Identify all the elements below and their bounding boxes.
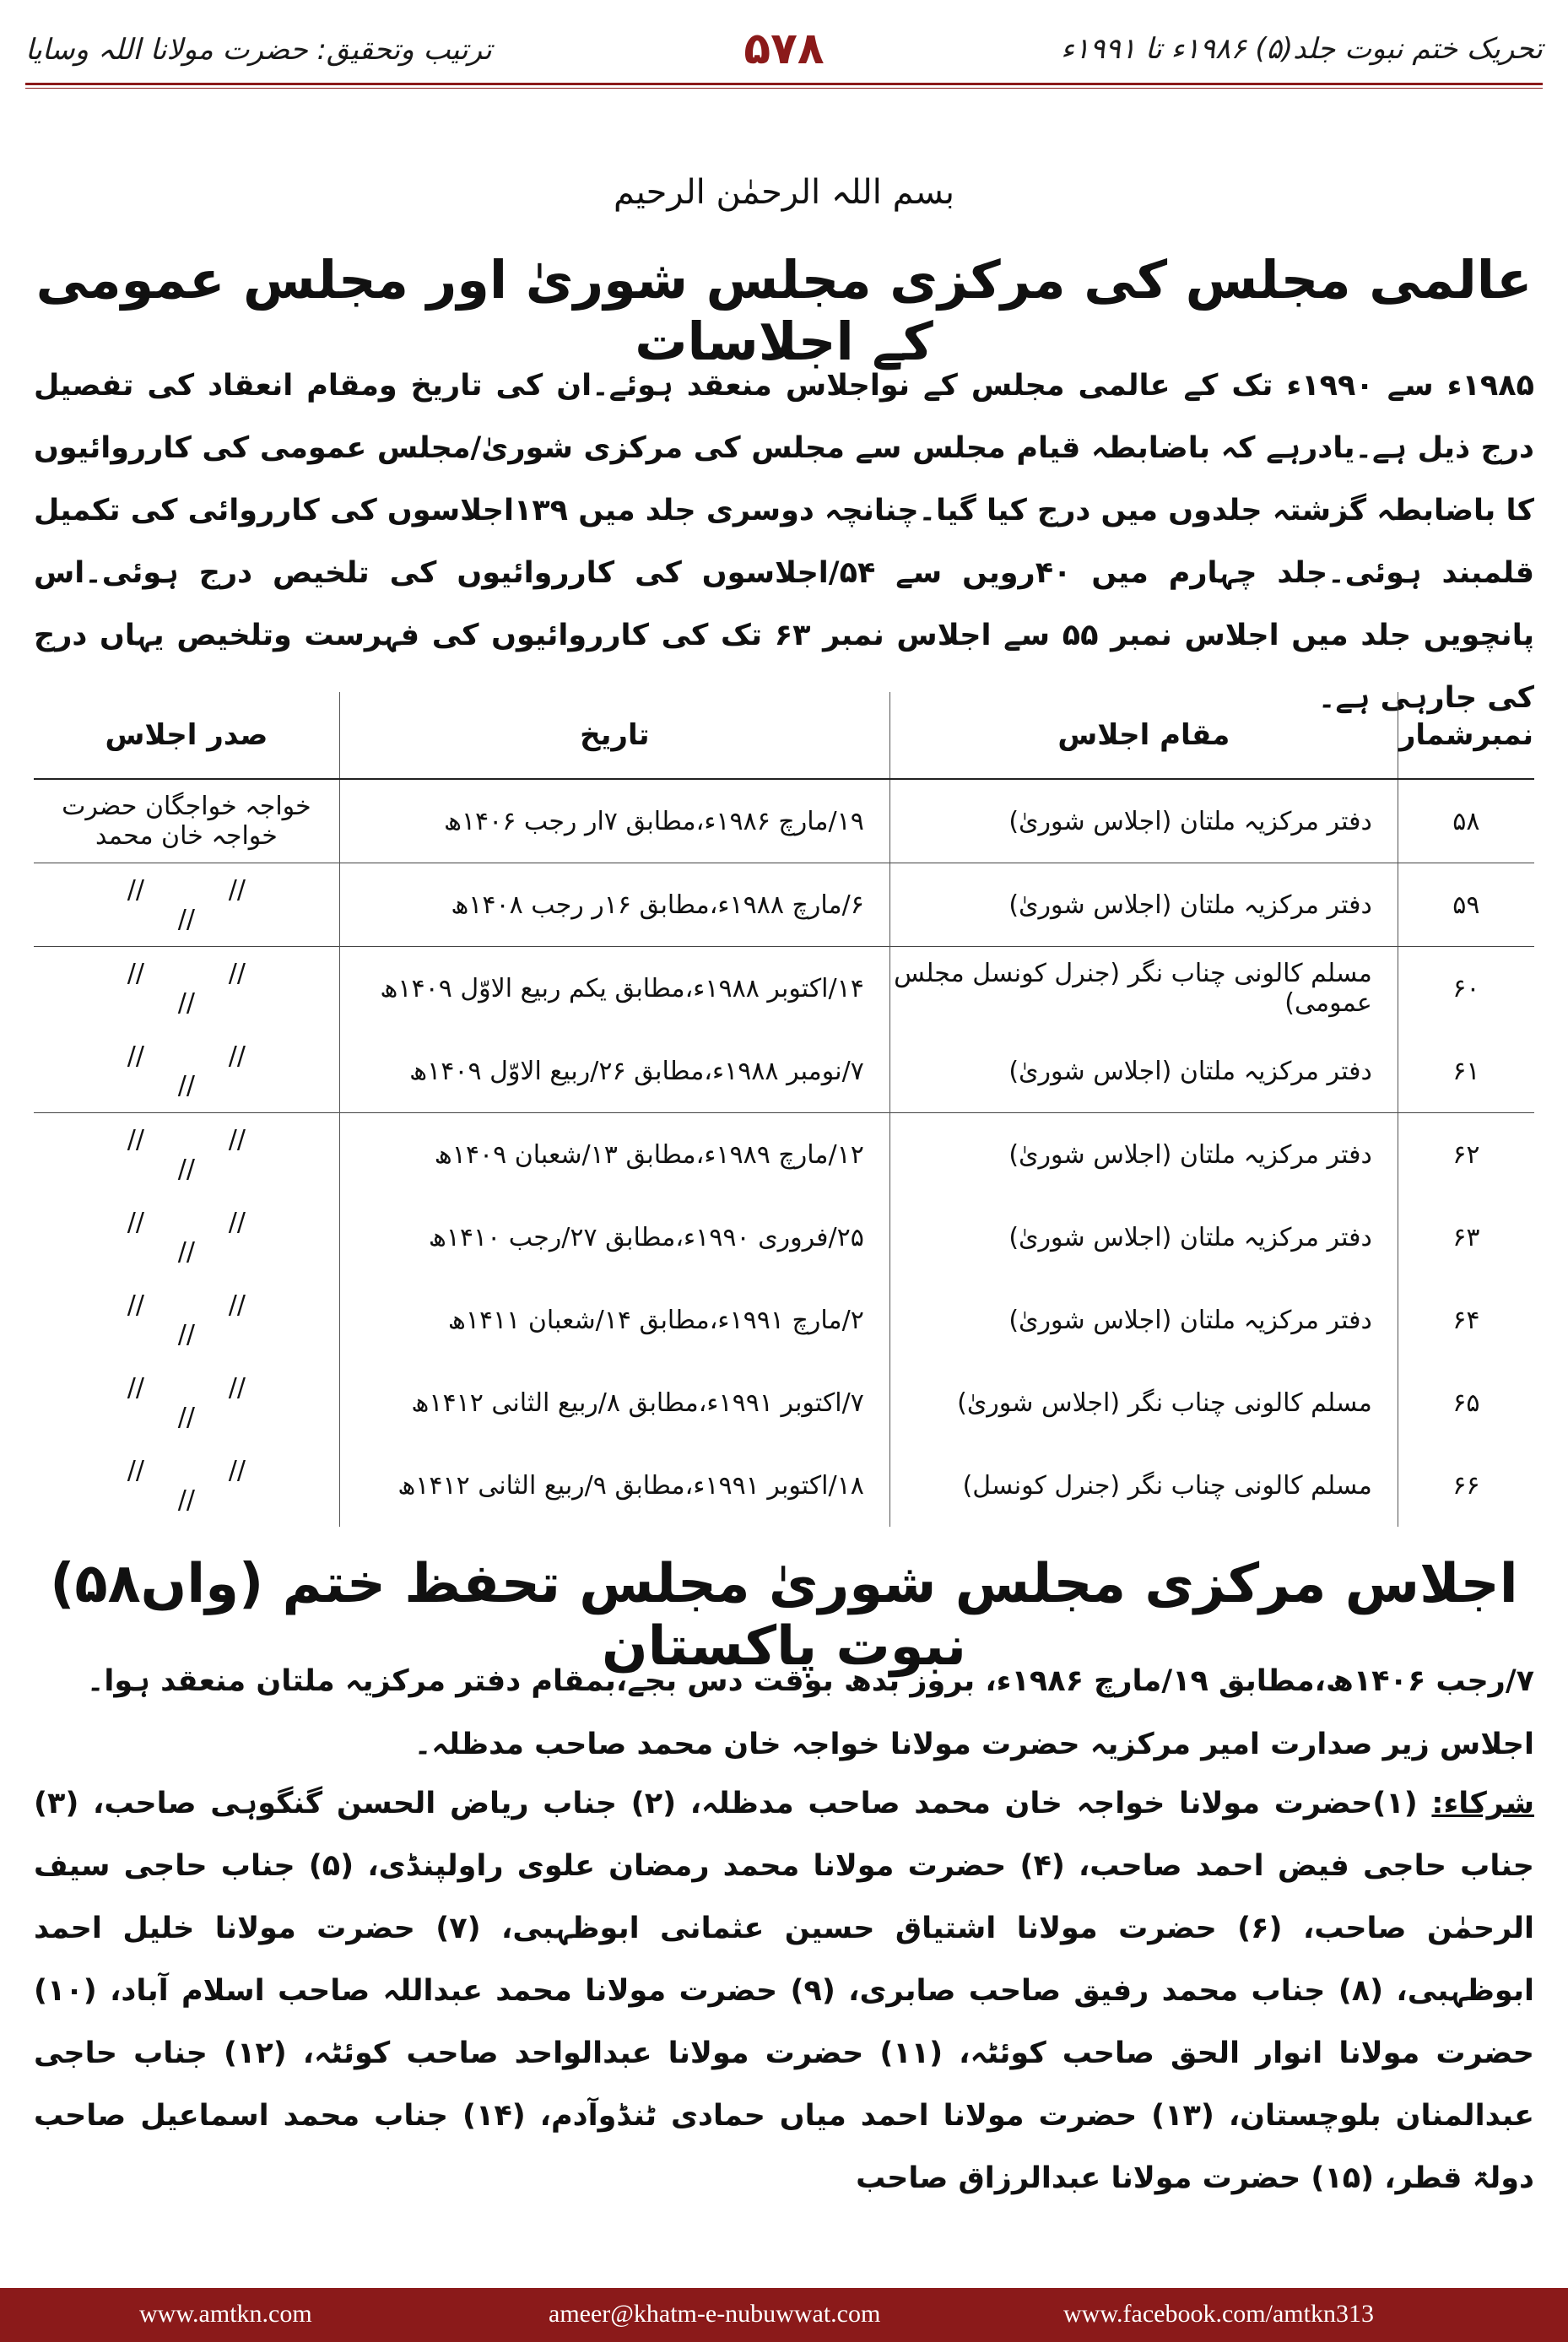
table-row [34, 947, 1534, 1030]
footer-website-link[interactable]: www.amtkn.com [139, 2300, 312, 2328]
page-number: ۵۷۸ [743, 24, 825, 74]
table-row [34, 779, 1534, 863]
cell-num: ۶۲ [1398, 1113, 1534, 1197]
cell-place: مسلم کالونی چناب نگر (جنرل کونسل مجلس عمومی) [889, 947, 1398, 1030]
table-row [34, 1444, 1534, 1527]
cell-date: ۱۸/اکتوبر ۱۹۹۱ء،مطابق ۹/ربیع الثانی ۱۴۱۲ھ [339, 1444, 889, 1527]
table-row [34, 1361, 1534, 1444]
cell-date: ۲/مارچ ۱۹۹۱ء،مطابق ۱۴/شعبان ۱۴۱۱ھ [339, 1279, 889, 1361]
meetings-table [34, 692, 1534, 1527]
page-title: عالمی مجلس کی مرکزی مجلس شوریٰ اور مجلس عمومی کے اجلاسات [35, 249, 1533, 372]
table-row [34, 863, 1534, 947]
cell-num: ۵۸ [1398, 779, 1534, 863]
cell-date: ۱۲/مارچ ۱۹۸۹ء،مطابق ۱۳/شعبان ۱۴۰۹ھ [339, 1113, 889, 1197]
cell-president-ditto: ////// [127, 1373, 246, 1432]
intro-paragraph: ۱۹۸۵ء سے ۱۹۹۰ء تک کے عالمی مجلس کے نواجلاس منعقد ہوئے۔ان کی تاریخ ومقام انعقاد کی تفصیل درج ذیل ہے۔یادرہے کہ باضابطہ قیام مجلس سے مجلس کی مرکزی شوریٰ/مجلس عمومی کی کارروائیوں کا باضابطہ گزشتہ جلدوں میں درج کیا گیا۔چنانچہ دوسری جلد میں ۱۳۹اجلاسوں کی کارروائی کی تکمیل قلمبند ہوئی۔جلد چہارم میں ۴۰رویں سے ۵۴/اجلاسوں کی کارروائیوں کی تلخیص درج ہوئی۔اس پانچویں جلد میں اجلاس نمبر ۵۵ سے اجلاس نمبر ۶۳ تک کی کارروائیوں کی فہرست وتلخیص یہاں درج کی جارہی ہے۔ [34, 369, 1535, 715]
cell-num: ۶۶ [1398, 1444, 1534, 1527]
cell-place: دفتر مرکزیہ ملتان (اجلاس شوریٰ) [889, 1279, 1398, 1361]
cell-president-ditto: ////// [34, 947, 339, 1030]
cell-place: دفتر مرکزیہ ملتان (اجلاس شوریٰ) [889, 863, 1398, 947]
page-header [25, 24, 1543, 74]
col-header-date: تاریخ [339, 692, 889, 779]
cell-num: ۶۳ [1398, 1196, 1534, 1279]
table-header-row [34, 692, 1534, 779]
section-line-1: ۷/رجب ۱۴۰۶ھ،مطابق ۱۹/مارچ ۱۹۸۶ء، بروز بدھ بوقت دس بجے،بمقام دفتر مرکزیہ ملتان منعقد ہوا۔ [86, 1664, 1534, 1698]
participants-label: شرکاء: [1431, 1787, 1534, 1820]
cell-president-ditto: ////// [127, 1456, 246, 1515]
cell-president-ditto: ////// [127, 1290, 246, 1349]
participants-paragraph [34, 1772, 1534, 2209]
bismillah: بسم اللہ الرحمٰن الرحیم [613, 173, 955, 212]
cell-president-ditto: ////// [34, 863, 339, 947]
cell-num: ۶۱ [1398, 1030, 1534, 1113]
table-row [34, 1196, 1534, 1279]
cell-num: ۶۵ [1398, 1361, 1534, 1444]
cell-num: ۶۰ [1398, 947, 1534, 1030]
col-header-president: صدر اجلاس [34, 692, 339, 779]
header-rule-thin [25, 88, 1543, 89]
cell-num: ۶۴ [1398, 1279, 1534, 1361]
col-header-place: مقام اجلاس [889, 692, 1398, 779]
cell-date: ۱۹/مارچ ۱۹۸۶ء،مطابق ۷ار رجب ۱۴۰۶ھ [339, 779, 889, 863]
table-row [34, 1279, 1534, 1361]
footer-facebook-link[interactable]: www.facebook.com/amtkn313 [1063, 2300, 1374, 2328]
cell-date: ۷/اکتوبر ۱۹۹۱ء،مطابق ۸/ربیع الثانی ۱۴۱۲ھ [339, 1361, 889, 1444]
book-title: تحریک ختم نبوت جلد(۵) ۱۹۸۶ء تا ۱۹۹۱ء [1061, 32, 1543, 66]
cell-num: ۵۹ [1398, 863, 1534, 947]
cell-president: خواجہ خواجگان حضرت خواجہ خان محمد [34, 779, 339, 863]
compiler-credit: ترتیب وتحقیق: حضرت مولانا اللہ وسایا [25, 33, 492, 67]
cell-date: ۶/مارچ ۱۹۸۸ء،مطابق ۱۶ر رجب ۱۴۰۸ھ [339, 863, 889, 947]
table-row [34, 1113, 1534, 1197]
section-title: (۵۸واں) اجلاس مرکزی مجلس شوریٰ مجلس تحفظ ختم نبوت پاکستان [50, 1553, 1518, 1678]
page-footer [0, 2288, 1568, 2342]
cell-place: دفتر مرکزیہ ملتان (اجلاس شوریٰ) [889, 1113, 1398, 1197]
cell-place: مسلم کالونی چناب نگر (جنرل کونسل) [889, 1444, 1398, 1527]
section-line-2: اجلاس زیر صدارت امیر مرکزیہ حضرت مولانا خواجہ خان محمد صاحب مدظلہ۔ [414, 1728, 1534, 1761]
col-header-number: نمبرشمار [1398, 692, 1534, 779]
cell-place: مسلم کالونی چناب نگر (اجلاس شوریٰ) [889, 1361, 1398, 1444]
cell-place: دفتر مرکزیہ ملتان (اجلاس شوریٰ) [889, 1196, 1398, 1279]
header-rule [25, 83, 1543, 85]
cell-place: دفتر مرکزیہ ملتان (اجلاس شوریٰ) [889, 779, 1398, 863]
table-row [34, 1030, 1534, 1113]
cell-date: ۱۴/اکتوبر ۱۹۸۸ء،مطابق یکم ربیع الاوّل ۱۴۰۹ھ [339, 947, 889, 1030]
cell-president-ditto: ////// [127, 1041, 246, 1101]
participants-text: (۱)حضرت مولانا خواجہ خان محمد صاحب مدظلہ، (۲) جناب ریاض الحسن گنگوہی صاحب، (۳) جناب حاجی فیض احمد صاحب، (۴) حضرت مولانا محمد رمضان علوی راولپنڈی، (۵) جناب حاجی سیف الرحمٰن صاحب، (۶) حضرت مولانا اشتیاق حسین عثمانی ابوظہبی، (۷) حضرت مولانا خلیل احمد ابوظہبی، (۸) جناب محمد رفیق صاحب صابری، (۹) حضرت مولانا محمد عبداللہ صاحب اسلام آباد، (۱۰) حضرت مولانا انوار الحق صاحب کوئٹہ، (۱۱) حضرت مولانا عبدالواحد صاحب کوئٹہ، (۱۲) جناب حاجی عبدالمنان بلوچستان، (۱۳) حضرت مولانا احمد میاں حمادی ٹنڈوآدم، (۱۴) جناب محمد اسماعیل صاحب دولۃ قطر، (۱۵) حضرت مولانا عبدالرزاق صاحب [34, 1787, 1535, 2195]
cell-president-ditto: ////// [127, 1208, 246, 1267]
cell-date: ۷/نومبر ۱۹۸۸ء،مطابق ۲۶/ربیع الاوّل ۱۴۰۹ھ [339, 1030, 889, 1113]
cell-place: دفتر مرکزیہ ملتان (اجلاس شوریٰ) [889, 1030, 1398, 1113]
cell-president-ditto: ////// [34, 1113, 339, 1197]
footer-email-link[interactable]: ameer@khatm-e-nubuwwat.com [549, 2300, 881, 2328]
cell-date: ۲۵/فروری ۱۹۹۰ء،مطابق ۲۷/رجب ۱۴۱۰ھ [339, 1196, 889, 1279]
